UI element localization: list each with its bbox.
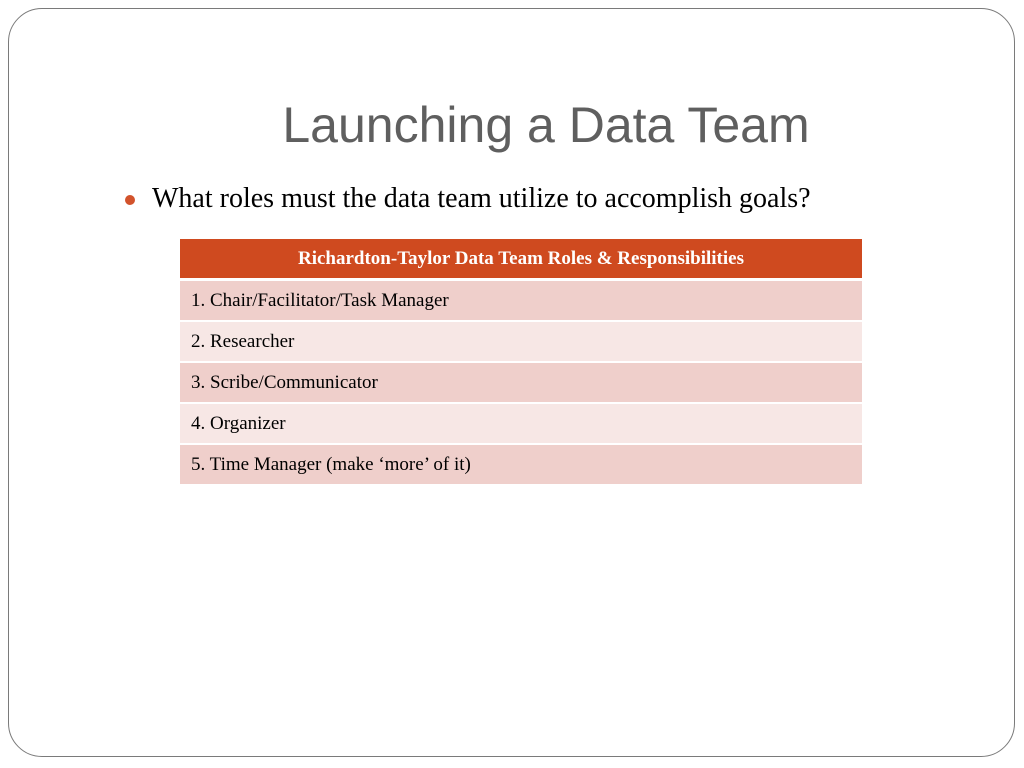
slide-title: Launching a Data Team bbox=[282, 97, 810, 153]
table-header: Richardton-Taylor Data Team Roles & Responsibilities bbox=[180, 239, 862, 281]
table-row bbox=[180, 445, 862, 486]
bullet-item bbox=[125, 179, 811, 219]
bullet-text: What roles must the data team utilize to accomplish goals? bbox=[152, 183, 811, 214]
table-header-row bbox=[180, 239, 862, 281]
roles-table bbox=[180, 239, 862, 486]
table-cell-role-2: 2. Researcher bbox=[180, 322, 862, 363]
table-row bbox=[180, 322, 862, 363]
bullet-dot-icon bbox=[125, 195, 135, 205]
table-row bbox=[180, 281, 862, 322]
table-cell-role-3: 3. Scribe/Communicator bbox=[180, 363, 862, 404]
slide-frame bbox=[8, 8, 1015, 757]
table-row bbox=[180, 363, 862, 404]
table-row bbox=[180, 404, 862, 445]
table-cell-role-5: 5. Time Manager (make ‘more’ of it) bbox=[180, 445, 862, 486]
table-cell-role-4: 4. Organizer bbox=[180, 404, 862, 445]
table-cell-role-1: 1. Chair/Facilitator/Task Manager bbox=[180, 281, 862, 322]
